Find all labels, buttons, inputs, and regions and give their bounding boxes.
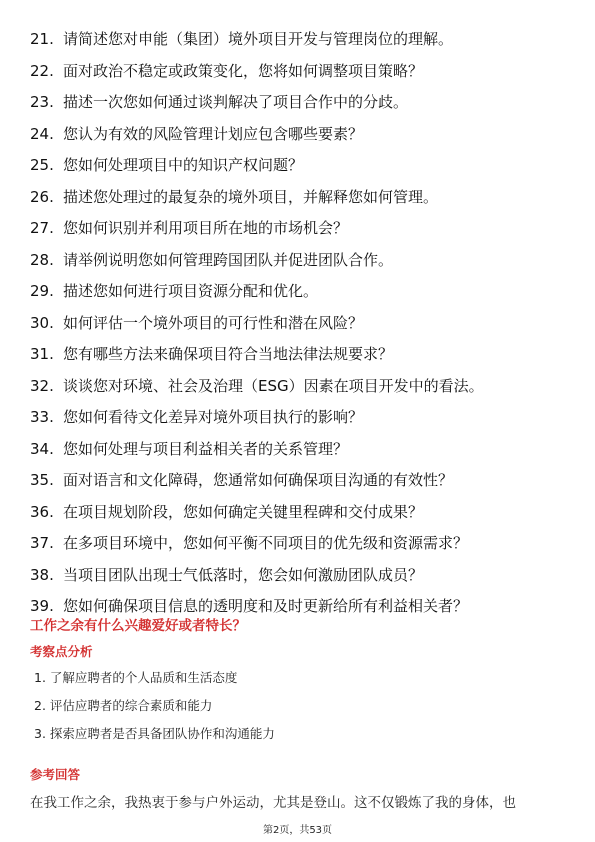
question-text: 您如何识别并利用项目所在地的市场机会？ [63,219,349,237]
analysis-heading: 考察点分析 [30,644,93,659]
question-number: 31. [30,345,54,363]
question-text: 您认为有效的风险管理计划应包含哪些要素？ [63,124,364,143]
question-text: 您如何看待文化差异对境外项目执行的影响？ [63,408,364,426]
question-item [30,528,484,560]
answer-text: 在我工作之余，我热衷于参与户外运动，尤其是登山。这不仅锻炼了我的身体，也 [30,795,516,811]
question-text: 请简述您对申能（集团）境外项目开发与管理岗位的理解。 [63,30,454,48]
question-number: 34. [30,439,54,458]
question-number: 33. [30,408,54,426]
question-list [30,24,484,623]
question-item [30,245,484,277]
question-item [30,56,484,88]
question-text: 当项目团队出现士气低落时，您会如何激励团队成员？ [63,565,424,584]
question-text: 面对政治不稳定或政策变化，您将如何调整项目策略？ [63,61,424,80]
page-footer: 第2页，共53页 [262,825,333,836]
analysis-point: 2. 评估应聘者的综合素质和能力 [34,698,213,713]
question-text: 谈谈您对环境、社会及治理（ESG）因素在项目开发中的看法。 [63,376,484,395]
question-item [30,434,484,466]
question-item [30,339,484,371]
question-number: 35. [30,471,54,489]
question-item [30,402,484,434]
question-item [30,276,484,308]
question-number: 25. [30,156,54,174]
question-text: 请举例说明您如何管理跨国团队并促进团队合作。 [63,250,394,269]
question-text: 您如何处理与项目利益相关者的关系管理？ [63,439,349,458]
analysis-points [34,668,275,752]
question-item [30,150,484,182]
question-item [30,24,484,56]
question-number: 37. [30,534,54,552]
question-text: 在多项目环境中，您如何平衡不同项目的优先级和资源需求？ [63,534,469,552]
question-item [30,308,484,340]
question-number: 26. [30,187,54,206]
question-number: 29. [30,282,54,300]
question-item [30,371,484,403]
question-number: 39. [30,597,54,615]
question-number: 27. [30,219,54,237]
question-number: 21. [30,30,54,48]
question-number: 38. [30,565,54,584]
question-number: 22. [30,61,54,80]
question-number: 28. [30,250,54,269]
question-number: 36. [30,502,54,521]
question-number: 32. [30,376,54,395]
question-text: 您有哪些方法来确保项目符合当地法律法规要求？ [63,345,394,363]
analysis-point: 3. 探索应聘者是否具备团队协作和沟通能力 [34,726,275,741]
question-text: 描述您处理过的最复杂的境外项目，并解释您如何管理。 [63,187,439,206]
question-text: 如何评估一个境外项目的可行性和潜在风险？ [63,313,364,332]
question-number: 24. [30,124,54,143]
analysis-point: 1. 了解应聘者的个人品质和生活态度 [34,670,238,685]
question-number: 23. [30,93,54,111]
answer-heading: 参考回答 [30,767,81,782]
question-text: 您如何处理项目中的知识产权问题？ [63,156,304,174]
question-item [30,465,484,497]
question-item [30,497,484,529]
question-item [30,213,484,245]
question-item [30,560,484,592]
question-text: 您如何确保项目信息的透明度和及时更新给所有利益相关者？ [63,597,469,615]
question-item [30,87,484,119]
question-text: 面对语言和文化障碍，您通常如何确保项目沟通的有效性？ [63,471,454,489]
question-text: 描述您如何进行项目资源分配和优化。 [63,282,319,300]
question-text: 在项目规划阶段，您如何确定关键里程碑和交付成果？ [63,502,424,521]
question-item [30,119,484,151]
question-item [30,182,484,214]
question-number: 30. [30,313,54,332]
question-heading: 工作之余有什么兴趣爱好或者特长？ [30,618,246,634]
question-text: 描述一次您如何通过谈判解决了项目合作中的分歧。 [63,93,409,111]
